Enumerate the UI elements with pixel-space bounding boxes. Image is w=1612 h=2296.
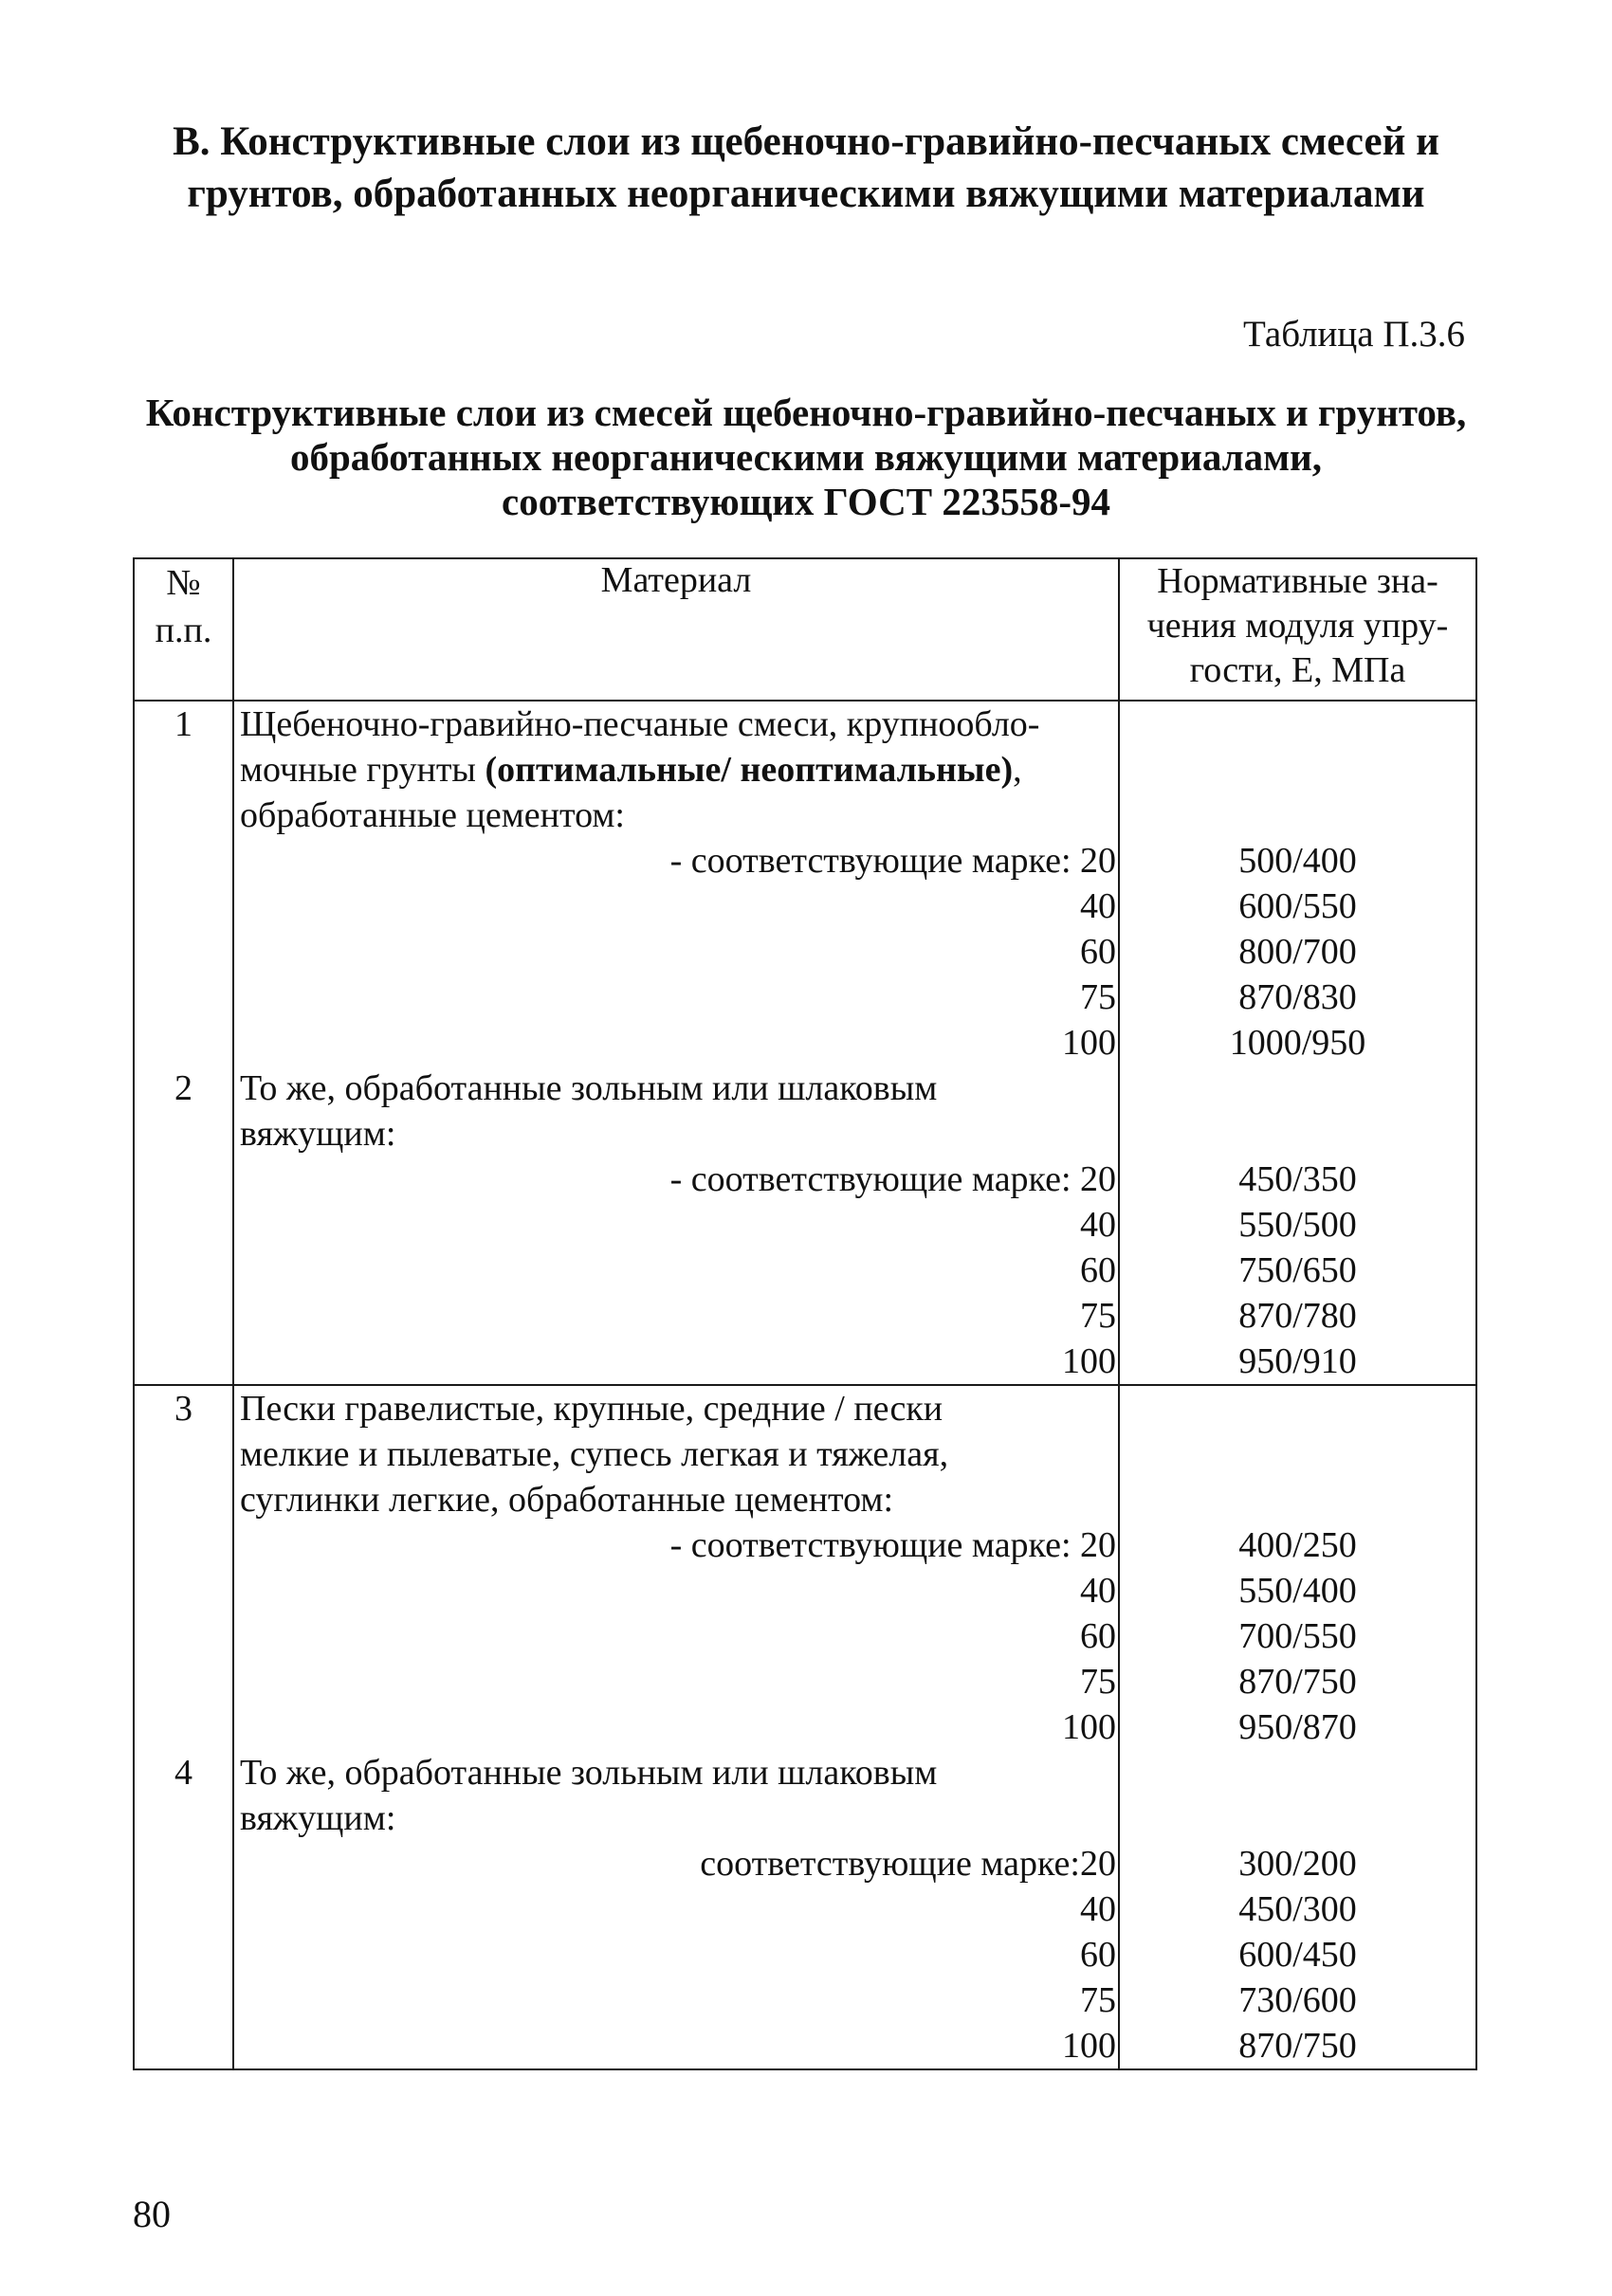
grade-label: 60 <box>1080 932 1116 972</box>
modulus-value: 870/780 <box>1119 1293 1476 1339</box>
modulus-value: 1000/950 <box>1119 1020 1476 1066</box>
grade-label: - соответствующие марке: 20 <box>669 1525 1116 1565</box>
modulus-value: 800/700 <box>1119 929 1476 975</box>
grade-label-cell <box>233 1157 1119 1202</box>
table-caption-line: обработанных неорганическими вяжущими материалами, <box>290 435 1322 479</box>
row-number-cell <box>134 1339 233 1385</box>
row-number-cell <box>134 1841 233 1886</box>
grade-label: соответствующие марке:20 <box>700 1844 1116 1884</box>
grade-row <box>134 975 1476 1020</box>
grade-row <box>134 1704 1476 1750</box>
grade-label-cell <box>233 838 1119 884</box>
row-number-cell <box>134 1066 233 1157</box>
modulus-value: 600/450 <box>1119 1932 1476 1977</box>
header-number-abbr: п.п. <box>155 610 212 650</box>
grade-label-cell <box>233 1339 1119 1385</box>
grade-label: 40 <box>1080 1205 1116 1245</box>
grade-label: 100 <box>1062 1707 1116 1747</box>
grade-row <box>134 1932 1476 1977</box>
modulus-value: 450/350 <box>1119 1157 1476 1202</box>
row-number-cell <box>134 1020 233 1066</box>
grade-label-cell <box>233 1977 1119 2023</box>
modulus-value: 950/870 <box>1119 1704 1476 1750</box>
grade-label: 40 <box>1080 886 1116 926</box>
row-number-cell <box>134 1932 233 1977</box>
row-number: 3 <box>174 1389 192 1429</box>
modulus-value: 550/500 <box>1119 1202 1476 1248</box>
modulus-value: 300/200 <box>1119 1841 1476 1886</box>
elastic-modulus-table <box>133 557 1477 2070</box>
grade-label-cell <box>233 1568 1119 1613</box>
modulus-cell <box>1119 1385 1476 1522</box>
row-number-cell <box>134 884 233 929</box>
grade-row <box>134 929 1476 975</box>
grade-row <box>134 1020 1476 1066</box>
page-number: 80 <box>133 2193 171 2235</box>
table-body <box>134 558 1476 2069</box>
table-caption <box>123 391 1489 524</box>
material-description-line: Пески гравелистые, крупные, средние / пески <box>240 1389 943 1429</box>
modulus-value: 500/400 <box>1119 838 1476 884</box>
grade-label: 75 <box>1080 1662 1116 1702</box>
grade-label: 60 <box>1080 1250 1116 1290</box>
row-number-cell <box>134 2023 233 2069</box>
material-description-line: обработанные цементом: <box>240 795 625 835</box>
grade-label: 40 <box>1080 1571 1116 1611</box>
grade-label-cell <box>233 1202 1119 1248</box>
table-caption-line: соответствующих ГОСТ 223558-94 <box>502 480 1110 523</box>
grade-label: 100 <box>1062 2026 1116 2066</box>
row-number-cell <box>134 1385 233 1522</box>
row-number-cell <box>134 1750 233 1841</box>
grade-row <box>134 1522 1476 1568</box>
grade-row <box>134 1841 1476 1886</box>
description-text: , <box>1013 750 1022 790</box>
modulus-value: 730/600 <box>1119 1977 1476 2023</box>
grade-row <box>134 1248 1476 1293</box>
row-number: 1 <box>174 704 192 744</box>
grade-row <box>134 1293 1476 1339</box>
grade-label-cell <box>233 1659 1119 1704</box>
header-material: Материал <box>233 558 1119 701</box>
row-number-cell <box>134 1522 233 1568</box>
row-number-cell <box>134 1202 233 1248</box>
grade-label: 40 <box>1080 1889 1116 1929</box>
row-number-cell <box>134 838 233 884</box>
modulus-value: 870/830 <box>1119 975 1476 1020</box>
modulus-value: 550/400 <box>1119 1568 1476 1613</box>
header-modulus-line: гости, E, МПа <box>1189 650 1406 690</box>
material-description-line: суглинки легкие, обработанные цементом: <box>240 1480 894 1520</box>
grade-label: 75 <box>1080 1296 1116 1336</box>
grade-row <box>134 1339 1476 1385</box>
header-modulus <box>1119 558 1476 701</box>
modulus-cell <box>1119 1066 1476 1157</box>
grade-row <box>134 1568 1476 1613</box>
material-description-line: Щебеночно-гравийно-песчаные смеси, крупнообло- <box>240 704 1040 744</box>
material-description-cell <box>233 1750 1119 1841</box>
modulus-value: 870/750 <box>1119 2023 1476 2069</box>
row-number-cell <box>134 1248 233 1293</box>
grade-row <box>134 884 1476 929</box>
table-row <box>134 1750 1476 1841</box>
row-number-cell <box>134 1977 233 2023</box>
material-description-line <box>240 747 1116 793</box>
modulus-cell <box>1119 701 1476 838</box>
grade-label: 75 <box>1080 977 1116 1017</box>
material-description-cell <box>233 1066 1119 1157</box>
grade-row <box>134 1659 1476 1704</box>
modulus-value: 400/250 <box>1119 1522 1476 1568</box>
grade-label: 60 <box>1080 1616 1116 1656</box>
modulus-value: 870/750 <box>1119 1659 1476 1704</box>
material-description-line: мелкие и пылеватые, супесь легкая и тяжелая, <box>240 1434 949 1474</box>
grade-label-cell <box>233 1522 1119 1568</box>
modulus-value: 750/650 <box>1119 1248 1476 1293</box>
grade-label: 75 <box>1080 1980 1116 2020</box>
row-number-cell <box>134 1659 233 1704</box>
grade-label-cell <box>233 1841 1119 1886</box>
grade-row <box>134 1613 1476 1659</box>
row-number-cell <box>134 1157 233 1202</box>
grade-label-cell <box>233 884 1119 929</box>
grade-label: 100 <box>1062 1341 1116 1381</box>
grade-label-cell <box>233 1248 1119 1293</box>
material-description-cell <box>233 701 1119 838</box>
description-text: мочные грунты <box>240 750 485 790</box>
row-number: 2 <box>174 1068 192 1108</box>
row-number-cell <box>134 1293 233 1339</box>
section-heading <box>133 116 1479 220</box>
modulus-value: 950/910 <box>1119 1339 1476 1385</box>
row-number-cell <box>134 1886 233 1932</box>
table-row <box>134 1385 1476 1522</box>
table-row <box>134 701 1476 838</box>
description-emphasis: (оптимальные/ неоптимальные) <box>485 750 1014 790</box>
table-caption-line: Конструктивные слои из смесей щебеночно-гравийно-песчаных и грунтов, <box>145 391 1467 434</box>
grade-label-cell <box>233 1020 1119 1066</box>
modulus-value: 600/550 <box>1119 884 1476 929</box>
grade-label-cell <box>233 1613 1119 1659</box>
section-heading-line: В. Конструктивные слои из щебеночно-гравийно-песчаных смесей и <box>173 119 1439 164</box>
row-number-cell <box>134 1568 233 1613</box>
modulus-cell <box>1119 1750 1476 1841</box>
grade-label-cell <box>233 975 1119 1020</box>
material-description-line: То же, обработанные зольным или шлаковым <box>240 1753 938 1793</box>
material-description-line: То же, обработанные зольным или шлаковым <box>240 1068 938 1108</box>
row-number-cell <box>134 701 233 838</box>
modulus-value: 450/300 <box>1119 1886 1476 1932</box>
grade-row <box>134 1977 1476 2023</box>
header-number <box>134 558 233 701</box>
header-modulus-line: чения модуля упру- <box>1146 606 1449 646</box>
grade-row <box>134 2023 1476 2069</box>
row-number-cell <box>134 1613 233 1659</box>
grade-label-cell <box>233 1704 1119 1750</box>
grade-label: 60 <box>1080 1935 1116 1975</box>
material-description-line: вяжущим: <box>240 1798 396 1838</box>
table-label: Таблица П.3.6 <box>1243 314 1465 355</box>
grade-label-cell <box>233 1932 1119 1977</box>
header-modulus-line: Нормативные зна- <box>1157 561 1438 601</box>
table-row <box>134 1066 1476 1157</box>
row-number-cell <box>134 975 233 1020</box>
section-heading-line: грунтов, обработанных неорганическими вяжущими материалами <box>187 172 1425 216</box>
grade-row <box>134 1886 1476 1932</box>
grade-label: - соответствующие марке: 20 <box>669 1159 1116 1199</box>
grade-label-cell <box>233 1293 1119 1339</box>
grade-label-cell <box>233 2023 1119 2069</box>
grade-label-cell <box>233 929 1119 975</box>
grade-row <box>134 1157 1476 1202</box>
row-number-cell <box>134 929 233 975</box>
material-description-cell <box>233 1385 1119 1522</box>
material-description-line: вяжущим: <box>240 1114 396 1154</box>
header-number-sign: № <box>166 563 201 603</box>
grade-label: 100 <box>1062 1023 1116 1063</box>
grade-row <box>134 838 1476 884</box>
row-number-cell <box>134 1704 233 1750</box>
modulus-value: 700/550 <box>1119 1613 1476 1659</box>
grade-label-cell <box>233 1886 1119 1932</box>
row-number: 4 <box>174 1753 192 1793</box>
grade-label: - соответствующие марке: 20 <box>669 841 1116 881</box>
grade-row <box>134 1202 1476 1248</box>
table-header-row <box>134 558 1476 701</box>
